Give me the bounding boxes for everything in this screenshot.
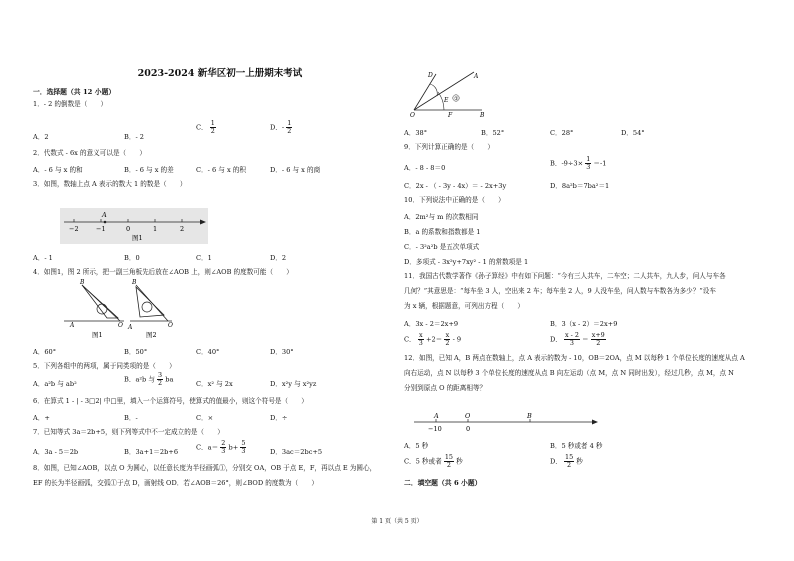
q12-option-c-fraction: $\frac{15}{2}$ [444,453,453,469]
q4-option-a: A．60° [33,348,57,356]
q11-option-c-mid: +2＝ [425,335,443,344]
page-footer: 第 1 页（共 5 页） [371,518,423,525]
q11-option-b: B．3（x - 2）＝2x+9 [550,320,618,328]
q8-label-f: F [448,112,453,119]
q4-stem: 4．如图1，图 2 所示，把一副三角板先后放在∠AOB 上，则∠AOB 的度数可能（ ） [33,268,293,276]
q8-stem-line-2: EF 的长为半径画弧，交弧①于点 D，画射线 OD．若∠AOB＝26°，则∠BOD 的度数为（ ） [33,479,318,487]
q4-figure2-caption: 图2 [146,331,157,339]
q3-point-a [104,221,107,224]
q8-angle-figure [408,70,488,120]
q5-option-a: A．a²b 与 ab² [33,380,77,388]
q7-option-d: D．3ac＝2bc+5 [270,448,323,456]
section-choice-heading: 一．选择题（共 12 小题） [33,88,116,96]
q4-option-b: B．50° [124,348,148,356]
q10-option-c: C．- 3²a²b 是五次单项式 [404,243,480,251]
q11-option-c [404,332,461,347]
q12-value-o: 0 [466,425,471,433]
q8-ray-oa [414,72,474,110]
q3-tick-label: 0 [126,225,131,233]
q3-tick-label: −1 [96,225,106,233]
q9-option-b-text: B．-9÷3× [550,159,584,168]
q11-option-a: A．3x - 2＝2x+9 [404,320,459,328]
q12-value-a: −10 [428,425,442,433]
q4-fig1-triangle [82,285,118,318]
q12-option-a: A．5 秒 [404,442,429,450]
q4-fig1-circle [97,304,107,314]
q11-option-c-label: C． [404,335,416,344]
q12-stem-line-2: 向右运动，点 N 以每秒 3 个单位长度的速度从点 B 向左运动（点 M，点 N 同时出发），经过几秒，点 M，点 N [404,369,734,377]
q1-option-c [196,120,216,135]
q12-option-c-suffix: 秒 [456,457,463,466]
q3-stem: 3．如图，数轴上点 A 表示的数大 1 的数是（ ） [33,180,187,188]
q11-option-d [550,332,606,347]
q2-option-b: B．- 6 与 x 的差 [124,166,174,174]
q8-label-b: B [480,112,485,119]
q12-option-d-fraction: $\frac{15}{2}$ [565,453,574,469]
q7-option-c-mid: b+ [228,443,239,452]
q7-option-a: A．3a - 5＝2b [33,448,79,456]
q12-option-c [404,454,463,469]
q8-option-b: B．52° [481,129,505,137]
q12-stem-line-3: 分别到原点 O 的距离相等？ [404,384,487,392]
q4-option-d: D．30° [270,348,294,356]
q11-option-c-fraction-1: $\frac{x}{3}$ [418,331,423,347]
q5-option-b-text: B．a²b 与 [124,375,155,384]
q12-label-b: B [527,412,532,420]
q9-option-c: C．2x - （ - 3y - 4x）＝ - 2x+3y [404,182,507,190]
q11-option-d-fraction-1: $\frac{x - 2}{3}$ [565,331,579,347]
q6-option-d: D．÷ [270,414,288,422]
q4-triangle-figure [60,277,175,341]
q12-label-a: A [434,412,439,420]
q5-option-d: D．x²y 与 x²yz [270,380,317,388]
q4-fig1-label-o: O [118,322,123,329]
q6-stem: 6．在算式 1 - | - 3□2| 中□里，填入一个运算符号，使算式的值最小，则这个符号是（ ） [33,397,308,405]
q9-option-a: A．- 8 - 8＝0 [404,164,446,172]
q3-number-line-figure [60,208,208,244]
q1-option-b: B．- 2 [124,133,144,141]
q4-option-c: C．40° [196,348,220,356]
q9-option-b-suffix: ＝-1 [593,159,607,168]
q7-option-c-label: C．a＝ [196,443,219,452]
q11-stem-line-3: 为 x 辆，根据题意，可列出方程（ ） [404,302,525,310]
q12-stem-line-1: 12．如图，已知 A，B 两点在数轴上，点 A 表示的数为 - 10，OB＝2OA，点 M 以每秒 1 个单位长度的速度从点 A [404,354,745,362]
q1-option-c-label: C． [196,123,208,132]
q12-option-b: B．5 秒或者 4 秒 [550,442,603,450]
q9-stem: 9．下列计算正确的是（ ） [404,143,494,151]
q7-option-b: B．3a+1＝2b+6 [124,448,179,456]
q5-option-b [124,372,173,387]
q3-option-d: D．2 [270,254,287,262]
q2-option-a: A．- 6 与 x 的和 [33,166,83,174]
q5-option-b-fraction: $\frac{3}{2}$ [158,371,163,387]
q3-tick-label: 1 [153,225,158,233]
q11-stem-line-1: 11．我国古代数学著作《孙子算经》中有如下问题：“今有三人共车，二车空；二人共车，九人步，问人与车各 [404,272,726,280]
q4-fig2-circle [142,302,152,312]
q4-fig1-label-a: A [70,322,75,329]
q8-arc-2 [430,84,437,96]
q12-option-d-suffix: 秒 [576,457,583,466]
q4-fig2-label-o: O [168,322,173,329]
q12-option-d [550,454,583,469]
q7-stem: 7．已知等式 3a＝2b+5，则下列等式中不一定成立的是（ ） [33,428,224,436]
q7-option-c-fraction-1: $\frac{2}{3}$ [221,439,226,455]
q12-label-o: O [465,412,471,420]
q5-option-c: C．x² 与 2x [196,380,233,388]
q8-label-o: O [410,112,415,119]
q8-option-d: D．54° [621,129,645,137]
q11-option-d-mid: ＝ [582,335,589,344]
q1-option-d-label: D．- [270,123,285,132]
q4-fig2-triangle [136,287,164,317]
q10-option-a: A．2m²与 m 的次数相同 [404,213,479,221]
q12-number-line-figure [410,410,600,436]
q7-option-c [196,440,246,455]
q3-label-a: A [102,211,107,219]
q2-option-c: C．- 6 与 x 的积 [196,166,246,174]
q1-option-a: A．2 [33,133,49,141]
q11-option-c-suffix: - 9 [452,335,462,344]
q4-figure1-caption: 图1 [92,331,103,339]
q10-stem: 10．下列说法中正确的是（ ） [404,196,505,204]
q8-ray-od [414,74,436,110]
q5-stem: 5．下列各组中的两项，属于同类项的是（ ） [33,362,176,370]
q1-stem: 1．- 2 的倒数是（ ） [33,100,108,108]
q10-option-d: D．多项式 - 3x²y+7xy² - 1 的常数项是 1 [404,258,529,266]
q12-axis-arrow [592,420,598,425]
section-fill-blank-heading: 二．填空题（共 6 小题） [404,479,482,487]
q8-label-arc: ① [454,96,459,102]
q10-option-b: B．a 的系数和指数都是 1 [404,228,481,236]
q4-fig1-label-b: B [80,279,85,286]
q3-option-c: C．1 [196,254,212,262]
q9-option-d: D．8a²b＝7ba²＝1 [550,182,610,190]
q1-option-d [270,120,292,135]
q1-option-d-fraction: $\frac{1}{2}$ [287,119,292,135]
q2-stem: 2．代数式 - 6x 的意义可以是（ ） [33,149,146,157]
q8-stem-line-1: 8．如图，已知∠AOB，以点 O 为圆心，以任意长度为半径画弧①，分别交 OA，OB 于点 E，F，再以点 E 为圆心， [33,464,377,472]
q3-tick-label: 2 [180,225,185,233]
q6-option-b: B．- [124,414,138,422]
q8-option-c: C．28° [550,129,574,137]
q11-option-c-fraction-2: $\frac{x}{2}$ [445,331,450,347]
q11-option-d-label: D． [550,335,562,344]
q3-tick-label: −2 [69,225,79,233]
q1-option-c-fraction: $\frac{1}{2}$ [210,119,215,135]
q6-option-a: A．+ [33,414,50,422]
q4-fig2-label-b: B [132,279,137,286]
q7-option-c-fraction-2: $\frac{5}{3}$ [241,439,246,455]
q3-option-b: B．0 [124,254,140,262]
q8-label-e: E [444,97,449,104]
q6-option-c: C．× [196,414,214,422]
q11-option-d-fraction-2: $\frac{x+9}{2}$ [591,331,605,347]
q12-option-d-text: D． [550,457,562,466]
page-title: 2023-2024 新华区初一上册期末考试 [137,68,303,79]
q12-option-c-text: C．5 秒或者 [404,457,442,466]
q5-option-b-suffix: ba [165,375,174,384]
q9-option-b [550,156,606,171]
q8-label-d: D [428,72,433,79]
q8-label-a: A [474,73,479,80]
q8-option-a: A．38° [404,129,428,137]
q3-figure-caption: 图1 [132,234,143,242]
q9-option-b-fraction: $\frac{1}{3}$ [586,155,591,171]
q3-option-a: A．- 1 [33,254,53,262]
q2-option-d: D．- 6 与 x 的商 [270,166,321,174]
q4-fig2-label-a: A [128,324,133,331]
q11-stem-line-2: 几何？”其意思是：“每车坐 3 人，空出来 2 车；每车坐 2 人，9 人没车坐，问人数与车数各为多少？”设车 [404,287,716,295]
